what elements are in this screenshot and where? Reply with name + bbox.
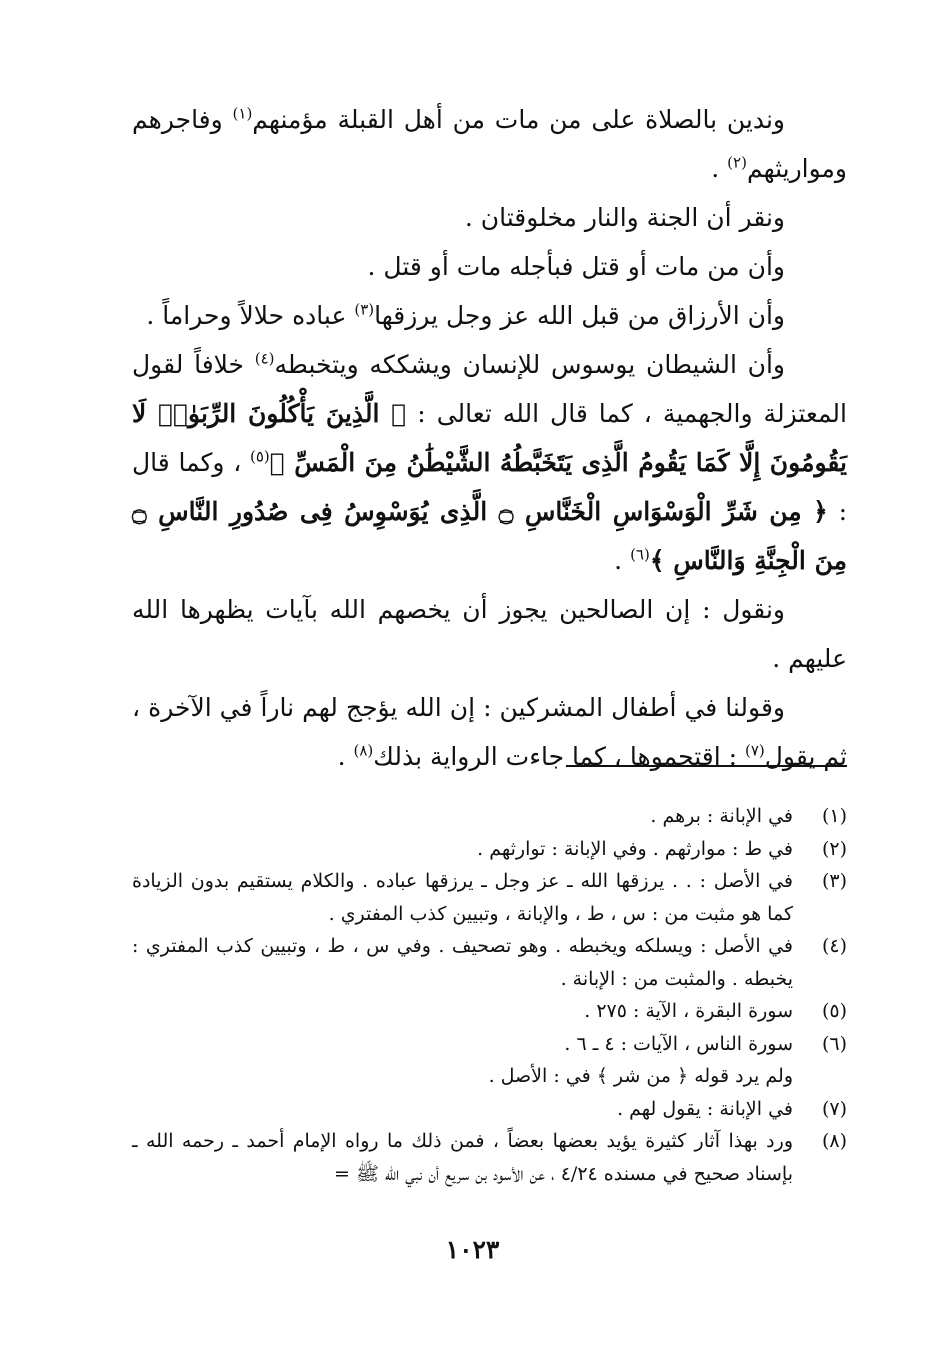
paragraph-provisions bbox=[132, 291, 847, 340]
footnote-number: (٥) bbox=[821, 1000, 847, 1022]
footnote-number: (٧) bbox=[821, 1097, 847, 1120]
footnote-ref: (٣) bbox=[354, 300, 375, 319]
footnote-text: في الإبانة : برهم . bbox=[650, 805, 793, 827]
text-segment: : اقتحموها ، كما جاءت الرواية بذلك bbox=[373, 742, 745, 771]
footnote-6 bbox=[132, 1028, 847, 1061]
footnote-number: (١) bbox=[821, 805, 847, 827]
footnotes bbox=[132, 800, 847, 1190]
footnote-text: ورد بهذا آثار كثيرة يؤيد بعضها بعضاً ، فمن ذلك ما رواه الإمام أحمد ـ رحمه الله ـ بإسناد صحيح في مسنده ٤/٢٤ ، عن الأسود بن سريع أن نبي الله ﷺ = bbox=[132, 1130, 793, 1185]
footnote-text: في الأصل : . . يرزقها الله ـ عز وجل ـ يرزقها عباده . والكلام يستقيم بدون الزيادة كما هو مثبت من : س ، ط ، والإبانة ، وتبيين كذب المفتري . bbox=[132, 870, 793, 925]
quran-verse: ﴿ الَّذِينَ يَأْكُلُونَ الرِّبَوٰا۟ لَا يَقُومُونَ إِلَّا كَمَا يَقُومُ الَّذِى يَتَخَبَّطُهُ الشَّيْطَٰنُ مِنَ الْمَسِّ ﴾ bbox=[132, 399, 847, 477]
main-text bbox=[132, 95, 847, 781]
footnote-8 bbox=[132, 1125, 847, 1190]
footnote-number: (٨) bbox=[821, 1130, 847, 1152]
footnote-ref: (٤) bbox=[254, 349, 275, 368]
text-segment: ونقول : إن الصالحين يجوز أن يخصهم الله بآيات يظهرها الله عليهم . bbox=[132, 595, 847, 673]
text-segment: وفاجرهم ومواريثهم bbox=[132, 105, 847, 183]
footnote-6-continuation bbox=[132, 1060, 847, 1093]
footnote-text: سورة الناس ، الآيات : ٤ ـ ٦ . bbox=[564, 1032, 793, 1055]
text-segment: خلافاً لقول المعتزلة والجهمية ، كما قال الله تعالى : bbox=[132, 350, 847, 428]
text-segment: وندين بالصلاة على من مات من أهل القبلة مؤمنهم bbox=[252, 105, 785, 134]
footnote-4 bbox=[132, 930, 847, 995]
text-segment: وأن الأرزاق من قبل الله عز وجل يرزقها bbox=[374, 301, 785, 330]
footnote-separator bbox=[566, 765, 847, 767]
paragraph-righteous-signs bbox=[132, 585, 847, 683]
footnote-ref: (٦) bbox=[630, 545, 650, 564]
paragraph-term-of-life bbox=[132, 242, 847, 291]
footnote-number: (٢) bbox=[821, 837, 847, 860]
text-segment: . bbox=[337, 742, 354, 771]
footnote-ref: (٧) bbox=[744, 741, 765, 760]
quran-verse: ﴿ مِن شَرِّ الْوَسْوَاسِ الْخَنَّاسِ ۝ الَّذِى يُوَسْوِسُ فِى صُدُورِ النَّاسِ ۝ مِنَ الْجِنَّةِ وَالنَّاسِ ﴾ bbox=[132, 497, 847, 575]
page-number: ١٠٢٣ bbox=[445, 1235, 500, 1264]
paragraph-funeral-prayer bbox=[132, 95, 847, 193]
footnote-ref: (٨) bbox=[353, 741, 374, 760]
paragraph-satan-whispers bbox=[132, 340, 847, 585]
text-segment: ونقر أن الجنة والنار مخلوقتان . bbox=[464, 203, 785, 232]
text-segment: وأن الشيطان يوسوس للإنسان ويشككه ويتخبطه bbox=[274, 350, 785, 379]
footnote-text: في الإبانة : يقول لهم . bbox=[617, 1097, 793, 1120]
text-segment: وأن من مات أو قتل فبأجله مات أو قتل . bbox=[367, 252, 785, 281]
text-segment: . bbox=[614, 546, 631, 575]
text-segment: . bbox=[711, 154, 728, 183]
text-segment: وقولنا في أطفال المشركين : إن الله يؤجج لهم ناراً في الآخرة ، ثم يقول bbox=[132, 693, 847, 771]
footnote-ref: (٥) bbox=[250, 447, 270, 466]
footnote-7 bbox=[132, 1093, 847, 1126]
footnote-text: في ط : موارثهم . وفي الإبانة : توارثهم . bbox=[477, 837, 793, 860]
footnote-text: في الأصل : ويسلكه ويخبطه . وهو تصحيف . وفي س ، ط ، وتبيين كذب المفتري : يخبطه . والمثبت من : الإبانة . bbox=[132, 935, 793, 990]
footnote-number: (٣) bbox=[821, 870, 847, 892]
paragraph-paradise-hell bbox=[132, 193, 847, 242]
footnote-ref: (٢) bbox=[727, 153, 747, 172]
text-segment: ، وكما قال : bbox=[132, 448, 847, 526]
footnote-text: ولم يرد قوله ﴿ من شر ﴾ في : الأصل . bbox=[488, 1065, 793, 1087]
footnote-2 bbox=[132, 833, 847, 866]
footnote-number: (٤) bbox=[821, 935, 847, 957]
footnote-ref: (١) bbox=[232, 104, 253, 123]
footnote-3 bbox=[132, 865, 847, 930]
footnote-text: سورة البقرة ، الآية : ٢٧٥ . bbox=[584, 1000, 793, 1022]
footnote-number: (٦) bbox=[821, 1032, 847, 1055]
footnote-1 bbox=[132, 800, 847, 833]
text-segment: عباده حلالاً وحراماً . bbox=[146, 301, 355, 330]
footnote-5 bbox=[132, 995, 847, 1028]
